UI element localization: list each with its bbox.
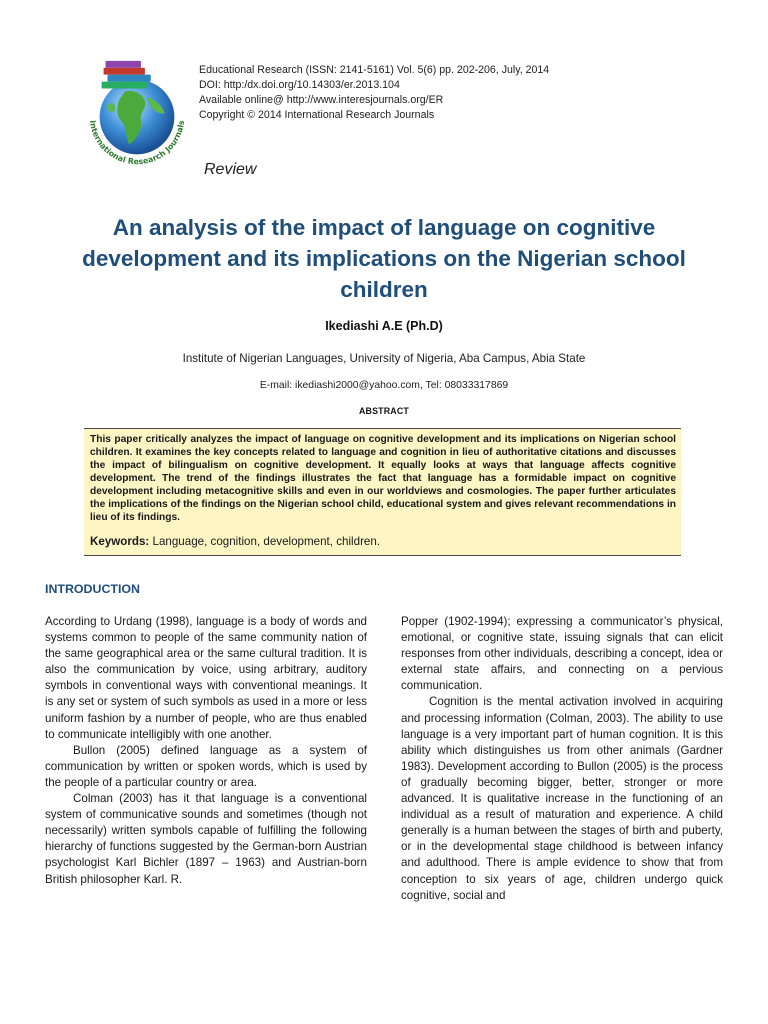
abstract-box: [84, 428, 681, 556]
journal-online[interactable]: Available online@ http://www.interesjournals.org/ER: [199, 94, 444, 106]
journal-logo: [78, 56, 196, 174]
body-column-left: [45, 614, 367, 888]
abstract-heading: ABSTRACT: [359, 406, 409, 416]
body-paragraph: According to Urdang (1998), language is a body of words and systems common to people of the same community nation of the same geographical area or the same cultural tradition. It is also the communication by voice, using arbitrary, auditory symbols in conventional ways with conventional meanings. It is any set or system of such symbols as used in a more or less uniform fashion by a number of people, who are thus enabled to communicate intelligibly with one another.: [45, 615, 367, 741]
body-paragraph: Bullon (2005) defined language as a system of communication by written or spoken words, which is used by the people of a particular country or area.: [45, 743, 367, 789]
keywords-label: Keywords:: [90, 535, 150, 548]
journal-copyright: Copyright © 2014 International Research Journals: [199, 109, 435, 121]
author-affiliation: Institute of Nigerian Languages, University of Nigeria, Aba Campus, Abia State: [182, 352, 586, 365]
books-icon: [102, 61, 151, 89]
body-paragraph: Popper (1902-1994); expressing a communicator’s physical, emotional, or cognitive state, issuing signals that can elicit responses from other individuals, describing a concept, idea or external state affairs, and connecting on a pervious communication.: [401, 615, 723, 693]
keywords-list: Language, cognition, development, children.: [152, 535, 381, 548]
journal-meta: [199, 63, 719, 123]
logo-circular-text: International Research Journals: [87, 119, 187, 167]
abstract-text: This paper critically analyzes the impact of language on cognitive development and its implications on Nigerian school children. It examines the key concepts related to language and cognition in lieu of authoritative citations and discusses the impact of bilingualism on cognitive development. It equally looks at ways that language affects cognitive development. The trend of the findings illustrates the fact that language has a formidable impact on cognitive development including metacognitive skills and even in our worldviews and cosmologies. The paper further articulates the implications of the findings on the Nigerian school child, educational system and gives relevant recommendations in lieu of its findings.: [90, 434, 676, 523]
keywords: [90, 535, 676, 548]
journal-doi[interactable]: DOI: http:/dx.doi.org/10.14303/er.2013.104: [199, 79, 400, 91]
article-title: An analysis of the impact of language on cognitive development and its implications on the Nigerian school children: [82, 215, 686, 302]
author-contact: E-mail: ikediashi2000@yahoo.com, Tel: 08033317869: [259, 380, 509, 391]
body-paragraph: Colman (2003) has it that language is a conventional system of communicative sounds and sometimes (though not necessarily) written symbols capable of fulfilling the following hierarchy of functions suggested by the German-born Austrian psychologist Karl Bichler (1897 – 1963) and Austrian-born British philosopher Karl. R.: [45, 792, 367, 886]
author-name: Ikediashi A.E (Ph.D): [325, 319, 443, 333]
article-type: Review: [204, 161, 257, 178]
body-paragraph: Cognition is the mental activation involved in acquiring and processing information (Colman, 2003). The ability to use language is a very important part of human cognition. It is this ability which distinguishes us from other animals (Gardner 1983). Development according to Bullon (2005) is the process of gradually becoming bigger, better, stronger or more advanced. It is qualitative increase in the functioning of an individual as a result of maturation and experience. A child generally is a human between the stages of birth and puberty, or in the developmental stage childhood is between infancy and adulthood. There is ample evidence to show that from conception to six years of age, children undergo quick cognitive, social and: [401, 695, 723, 902]
section-heading-introduction: INTRODUCTION: [45, 582, 140, 596]
body-column-right: [401, 614, 723, 904]
journal-citation: Educational Research (ISSN: 2141-5161) Vol. 5(6) pp. 202-206, July, 2014: [199, 64, 550, 76]
